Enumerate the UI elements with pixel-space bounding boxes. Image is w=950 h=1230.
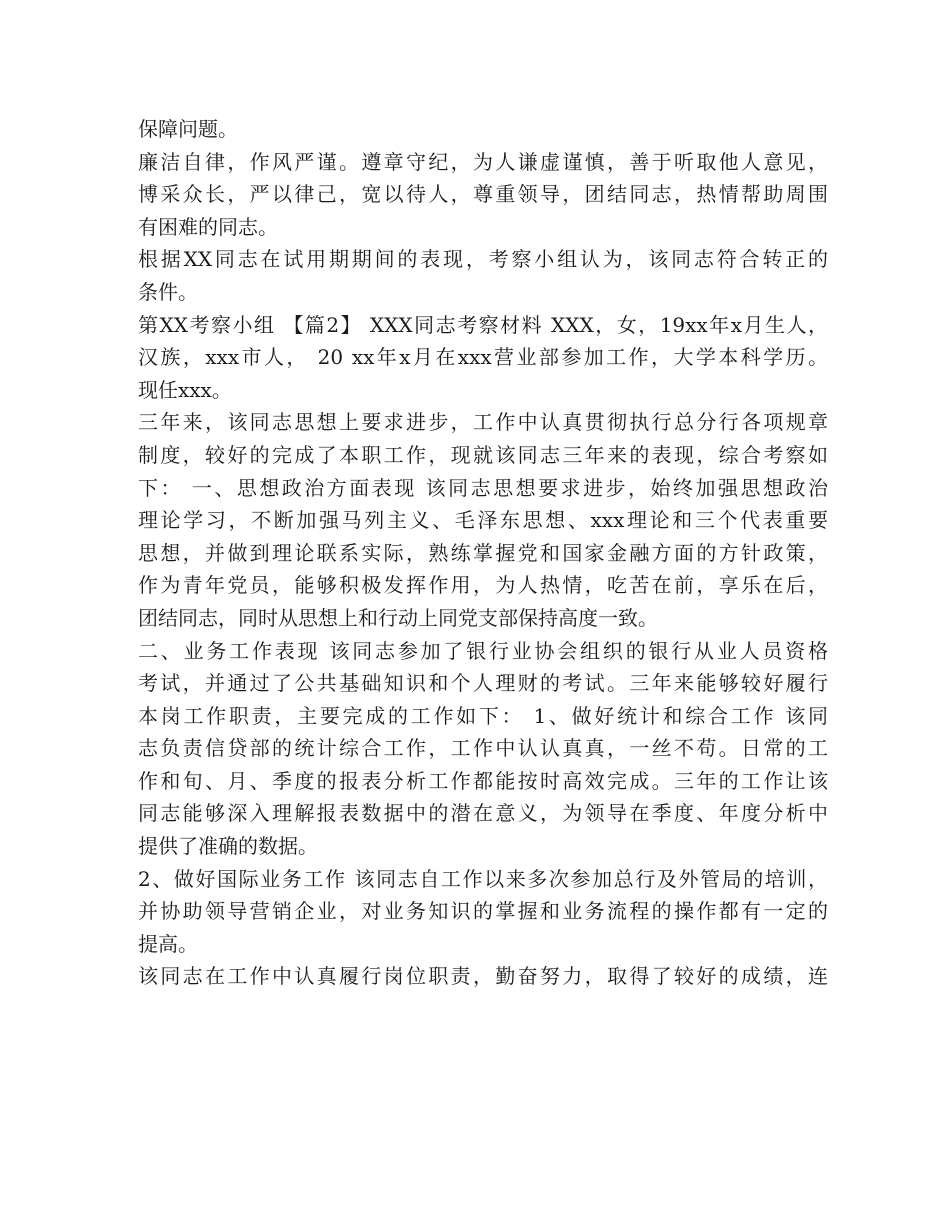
text-line: 廉洁自律，作风严谨。遵章守纪，为人谦虚谨慎，善于听取他人意见， (138, 149, 828, 174)
text-line: 考试，并通过了公共基础知识和个人理财的考试。三年来能够较好履行 (138, 671, 828, 696)
text-line: 该同志在工作中认真履行岗位职责，勤奋努力，取得了较好的成绩，连 (138, 964, 828, 989)
text-line: 条件。 (138, 279, 198, 304)
text-line: 作和旬、月、季度的报表分析工作都能按时高效完成。三年的工作让该 (138, 768, 828, 793)
text-line: 二、业务工作表现 该同志参加了银行业协会组织的银行从业人员资格 (138, 638, 828, 663)
text-line: 团结同志，同时从思想上和行动上同党支部保持高度一致。 (138, 605, 658, 630)
text-line: 博采众长，严以律己，宽以待人，尊重领导，团结同志，热情帮助周围 (138, 182, 828, 207)
text-line: 志负责信贷部的统计综合工作，工作中认认真真，一丝不苟。日常的工 (138, 736, 828, 761)
text-line: 作为青年党员，能够积极发挥作用，为人热情，吃苦在前，享乐在后， (138, 573, 828, 598)
text-line: 提供了准确的数据。 (138, 834, 318, 859)
text-line: 2、做好国际业务工作 该同志自工作以来多次参加总行及外管局的培训， (138, 866, 828, 891)
text-line: 三年来，该同志思想上要求进步，工作中认真贯彻执行总分行各项规章 (138, 410, 828, 435)
text-line: 现任xxx。 (138, 377, 232, 402)
text-line: 思想，并做到理论联系实际，熟练掌握党和国家金融方面的方针政策， (138, 540, 828, 565)
text-line: 根据XX同志在试用期期间的表现，考察小组认为，该同志符合转正的 (138, 247, 828, 272)
document-body (138, 113, 828, 993)
text-line: 制度，较好的完成了本职工作，现就该同志三年来的表现，综合考察如 (138, 442, 828, 467)
text-line: 保障问题。 (138, 117, 238, 141)
text-line: 理论学习，不断加强马列主义、毛泽东思想、xxx理论和三个代表重要 (138, 508, 828, 533)
text-line: 并协助领导营销企业，对业务知识的掌握和业务流程的操作都有一定的 (138, 899, 828, 924)
text-line: 提高。 (138, 931, 198, 956)
text-line: 有困难的同志。 (138, 214, 278, 239)
text-line: 下： 一、思想政治方面表现 该同志思想要求进步，始终加强思想政治 (138, 475, 828, 500)
text-line: 同志能够深入理解报表数据中的潜在意义，为领导在季度、年度分析中 (138, 801, 828, 826)
text-line: 汉族，xxx市人， 20 xx年x月在xxx营业部参加工作，大学本科学历。 (138, 345, 828, 370)
text-line: 本岗工作职责，主要完成的工作如下： 1、做好统计和综合工作 该同 (138, 703, 828, 728)
text-line: 第XX考察小组 【篇2】 XXX同志考察材料 XXX，女，19xx年x月生人， (138, 312, 828, 337)
